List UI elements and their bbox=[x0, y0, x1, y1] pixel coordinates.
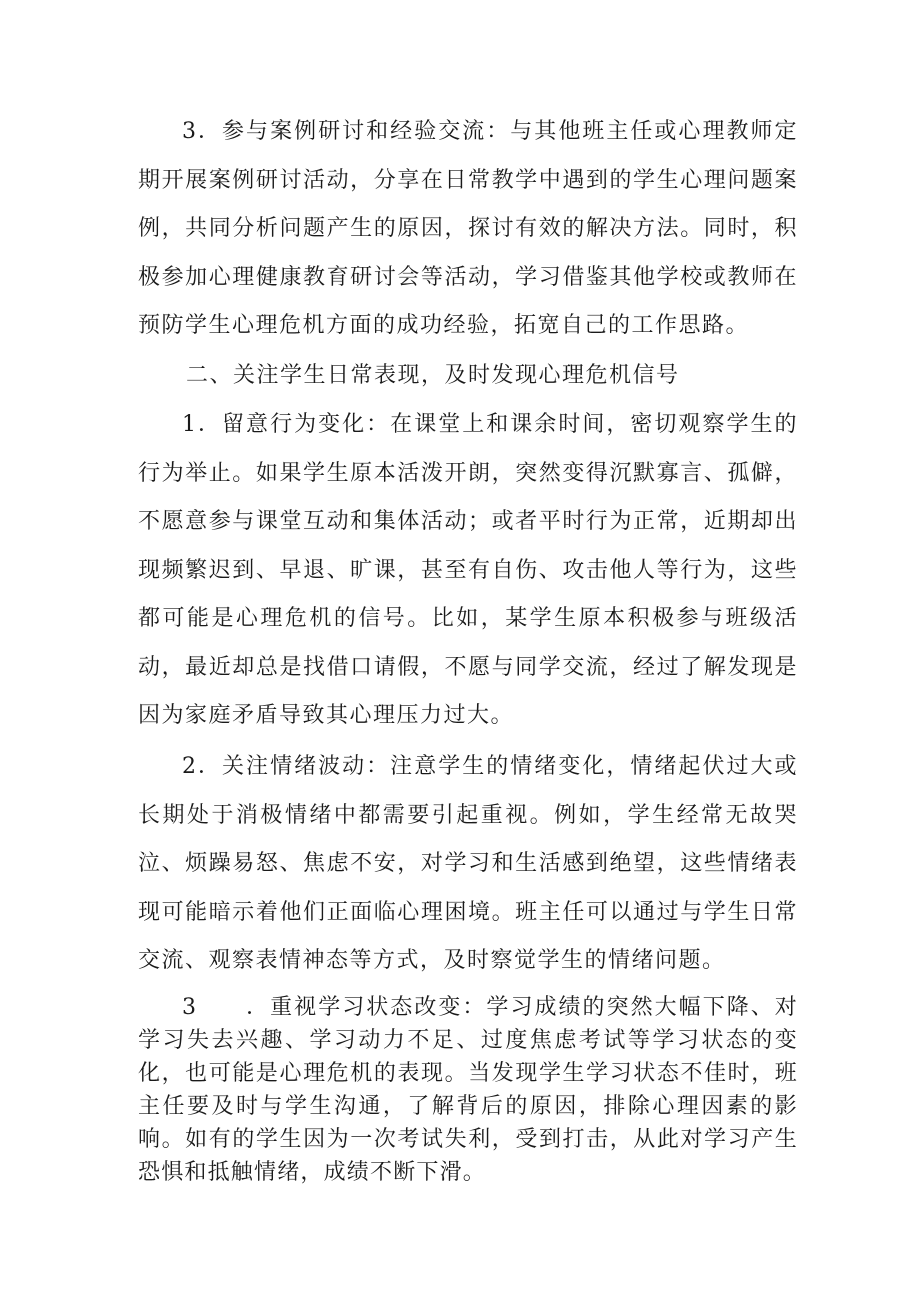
paragraph-case-study-exchange: 3．参与案例研讨和经验交流：与其他班主任或心理教师定期开展案例研讨活动，分享在日常教学中遇到的学生心理问题案例，共同分析问题产生的原因，探讨有效的解决方法。同时，积极参加心理健康教育研讨会等活动，学习借鉴其他学校或教师在预防学生心理危机方面的成功经验，拓宽自己的工作思路。 bbox=[138, 119, 798, 338]
paragraph-behavior-changes: 1．留意行为变化：在课堂上和课余时间，密切观察学生的行为举止。如果学生原本活泼开朗，突然变得沉默寡言、孤僻，不愿意参与课堂互动和集体活动；或者平时行为正常，近期却出现频繁迟到、早退、旷课，甚至有自伤、攻击他人等行为，这些都可能是心理危机的信号。比如，某学生原本积极参与班级活动，最近却总是找借口请假，不愿与同学交流，经过了解发现是因为家庭矛盾导致其心理压力过大。 bbox=[138, 412, 798, 728]
paragraph-learning-state-changes: 3 ．重视学习状态改变：学习成绩的突然大幅下降、对学习失去兴趣、学习动力不足、过度焦虑考试等学习状态的变化，也可能是心理危机的表现。当发现学生学习状态不佳时，班主任要及时与学生沟通，了解背后的原因，排除心理因素的影响。如有的学生因为一次考试失利，受到打击，从此对学习产生恐惧和抵触情绪，成绩不断下滑。 bbox=[138, 995, 798, 1185]
section-heading-daily-behavior: 二、关注学生日常表现，及时发现心理危机信号 bbox=[186, 363, 680, 388]
paragraph-emotional-fluctuation: 2．关注情绪波动：注意学生的情绪变化，情绪起伏过大或长期处于消极情绪中都需要引起重视。例如，学生经常无故哭泣、烦躁易怒、焦虑不安，对学习和生活感到绝望，这些情绪表现可能暗示着他们正面临心理困境。班主任可以通过与学生日常交流、观察表情神态等方式，及时察觉学生的情绪问题。 bbox=[138, 754, 798, 973]
